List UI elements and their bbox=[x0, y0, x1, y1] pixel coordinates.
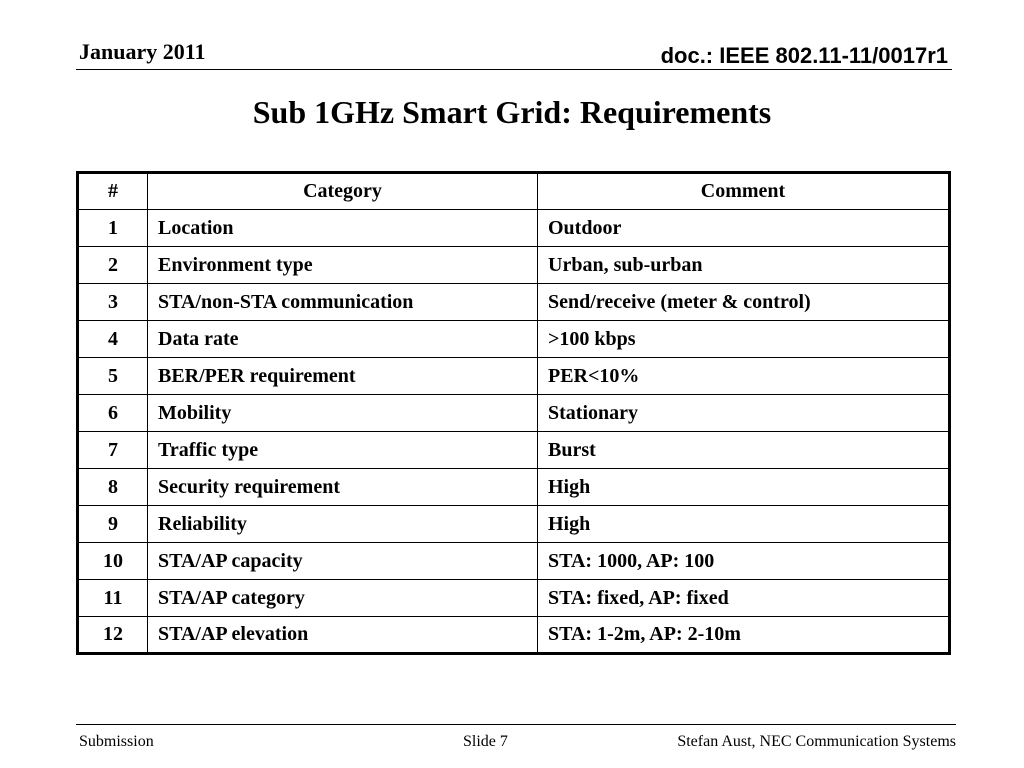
row-category: STA/AP category bbox=[148, 580, 538, 617]
row-comment: Stationary bbox=[538, 395, 950, 432]
row-number: 6 bbox=[78, 395, 148, 432]
row-category: BER/PER requirement bbox=[148, 358, 538, 395]
row-number: 3 bbox=[78, 284, 148, 321]
row-comment: STA: fixed, AP: fixed bbox=[538, 580, 950, 617]
footer-slide-number: Slide 7 bbox=[463, 733, 508, 750]
table-row bbox=[78, 395, 950, 432]
slide-title: Sub 1GHz Smart Grid: Requirements bbox=[252, 94, 772, 130]
row-comment: STA: 1000, AP: 100 bbox=[538, 543, 950, 580]
row-number: 7 bbox=[78, 432, 148, 469]
row-comment: Send/receive (meter & control) bbox=[538, 284, 950, 321]
table-row bbox=[78, 506, 950, 543]
header-doc-id: doc.: IEEE 802.11-11/0017r1 bbox=[660, 43, 948, 68]
row-number: 8 bbox=[78, 469, 148, 506]
table-row bbox=[78, 469, 950, 506]
row-comment: High bbox=[538, 469, 950, 506]
table-header-row bbox=[78, 173, 950, 210]
table-row bbox=[78, 580, 950, 617]
footer-author: Stefan Aust, NEC Communication Systems bbox=[677, 733, 956, 750]
row-category: Reliability bbox=[148, 506, 538, 543]
column-header-number: # bbox=[78, 173, 148, 210]
footer-submission: Submission bbox=[79, 733, 154, 750]
row-comment: High bbox=[538, 506, 950, 543]
table-row bbox=[78, 210, 950, 247]
header-divider bbox=[76, 69, 952, 70]
row-number: 2 bbox=[78, 247, 148, 284]
row-category: STA/AP elevation bbox=[148, 617, 538, 654]
row-comment: Outdoor bbox=[538, 210, 950, 247]
row-category: STA/AP capacity bbox=[148, 543, 538, 580]
row-category: Data rate bbox=[148, 321, 538, 358]
row-category: STA/non-STA communication bbox=[148, 284, 538, 321]
table-row bbox=[78, 358, 950, 395]
table-row bbox=[78, 543, 950, 580]
row-number: 9 bbox=[78, 506, 148, 543]
table-row bbox=[78, 432, 950, 469]
footer-divider bbox=[76, 724, 956, 725]
row-comment: PER<10% bbox=[538, 358, 950, 395]
column-header-comment: Comment bbox=[538, 173, 950, 210]
header-date: January 2011 bbox=[79, 39, 206, 64]
row-number: 12 bbox=[78, 617, 148, 654]
table-row bbox=[78, 247, 950, 284]
row-category: Location bbox=[148, 210, 538, 247]
column-header-category: Category bbox=[148, 173, 538, 210]
row-category: Environment type bbox=[148, 247, 538, 284]
row-category: Mobility bbox=[148, 395, 538, 432]
row-comment: >100 kbps bbox=[538, 321, 950, 358]
row-comment: Burst bbox=[538, 432, 950, 469]
table-row bbox=[78, 617, 950, 654]
row-comment: Urban, sub-urban bbox=[538, 247, 950, 284]
row-comment: STA: 1-2m, AP: 2-10m bbox=[538, 617, 950, 654]
requirements-table bbox=[76, 171, 951, 655]
table-row bbox=[78, 321, 950, 358]
row-number: 1 bbox=[78, 210, 148, 247]
table-row bbox=[78, 284, 950, 321]
row-category: Security requirement bbox=[148, 469, 538, 506]
row-number: 4 bbox=[78, 321, 148, 358]
row-number: 10 bbox=[78, 543, 148, 580]
row-category: Traffic type bbox=[148, 432, 538, 469]
row-number: 5 bbox=[78, 358, 148, 395]
row-number: 11 bbox=[78, 580, 148, 617]
